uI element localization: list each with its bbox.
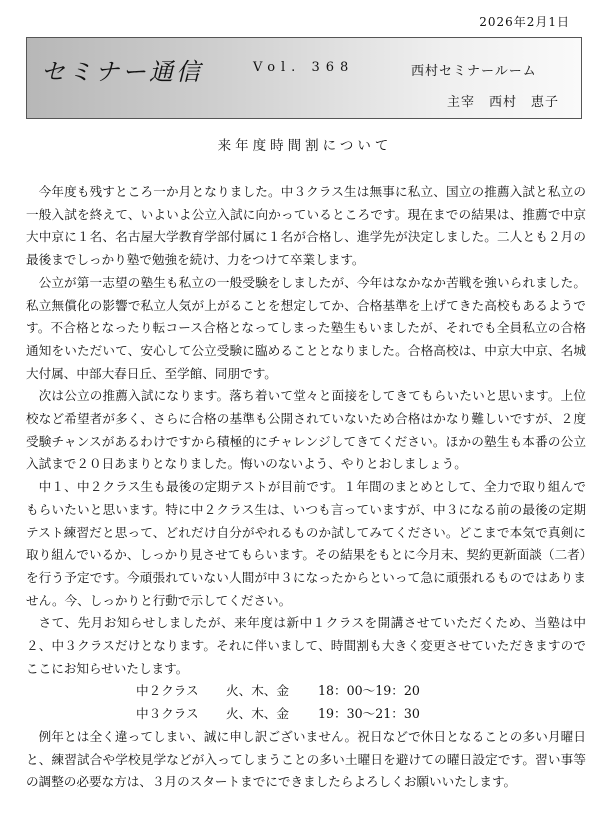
paragraph: 次は公立の推薦入試になります。落ち着いて堂々と面接をしてきてもらいたいと思います。上位校など希望者が多く、さらに合格の基準も公開されていないため合格はかなり難しいですが、２度受験チャンスがあるわけですから積極的にチャレンジしてきてください。ほかの塾生も本番の公立入試まで２０日あまりとなりました。悔いのないよう、やりとおしましょう。 (26, 388, 586, 472)
newsletter-header (26, 37, 582, 119)
volume-number: Vol. 368 (253, 60, 355, 75)
schedule-time: 18：00～19：20 (318, 683, 420, 699)
paragraph: 今年度も残すところ一か月となりました。中３クラス生は無事に私立、国立の推薦入試と私立の一般入試を終えて、いよいよ公立入試に向かっているところです。現在までの結果は、推薦で中京大中京に１名、名古屋大学教育学部付属に１名が合格し、進学先が決定しました。二人とも２月の最後までしっかり塾で勉強を続け、力をつけて卒業します。 (26, 184, 586, 268)
issue-date: 2026年2月1日 (479, 15, 570, 29)
organization-name: 西村セミナールーム (411, 64, 537, 79)
paragraph: 中１、中２クラス生も最後の定期テストが目前です。１年間のまとめとして、全力で取り組んでもらいたいと思います。特に中２クラス生は、いつも言っていますが、中３になる前の最後の定期テスト練習だと思って、どれだけ自分がやれるものか試してみてください。どこまで本気で真剣に取り組んでいるか、しっかり見させてもらいます。その結果をもとに今月末、契約更新面談（二者）を行う予定です。今頑張れていない人間が中３になったからといって急に頑張れるものではありません。今、しっかりと行動で示してください。 (26, 479, 586, 608)
newsletter-title: セミナー通信 (41, 58, 203, 86)
schedule-time: 19：30～21：30 (318, 706, 420, 722)
schedule-class: 中２クラス (136, 683, 199, 699)
schedule-row (26, 680, 586, 703)
schedule-row (26, 703, 586, 726)
owner-name: 西村 恵子 (489, 95, 560, 110)
paragraph: さて、先月お知らせしましたが、来年度は新中１クラスを開講させていただくため、当塾は中２、中３クラスだけとなります。それに伴いまして、時間割も大きく変更させていただきますのでここにお知らせいたします。 (26, 615, 586, 676)
owner-line (447, 91, 559, 110)
article-heading: 来年度時間割について (217, 138, 393, 154)
article-body (26, 181, 586, 794)
owner-role: 主宰 (447, 95, 476, 110)
schedule-days: 火、木、金 (226, 683, 289, 699)
schedule-days: 火、木、金 (226, 706, 289, 722)
closing-paragraph: 例年とは全く違ってしまい、誠に申し訳ございません。祝日などで休日となることの多い月曜日と、練習試合や学校見学などが入ってしまうことの多い土曜日を避けての曜日設定です。習い事等の調整の必要な方は、３月のスタートまでにできましたらよろしくお願いいたします。 (26, 728, 586, 790)
schedule-class: 中３クラス (136, 706, 199, 722)
paragraph: 公立が第一志望の塾生も私立の一般受験をしましたが、今年はなかなか苦戦を強いられました。私立無償化の影響で私立人気が上がることを想定してか、合格基準を上げてきた高校もあるようです。不合格となったり転コース合格となってしまった塾生もいましたが、それでも全員私立の合格通知をいただいて、安心して公立受験に臨めることとなりました。合格高校は、中京大中京、名城大付属、中部大春日丘、至学館、同朋です。 (26, 274, 586, 381)
